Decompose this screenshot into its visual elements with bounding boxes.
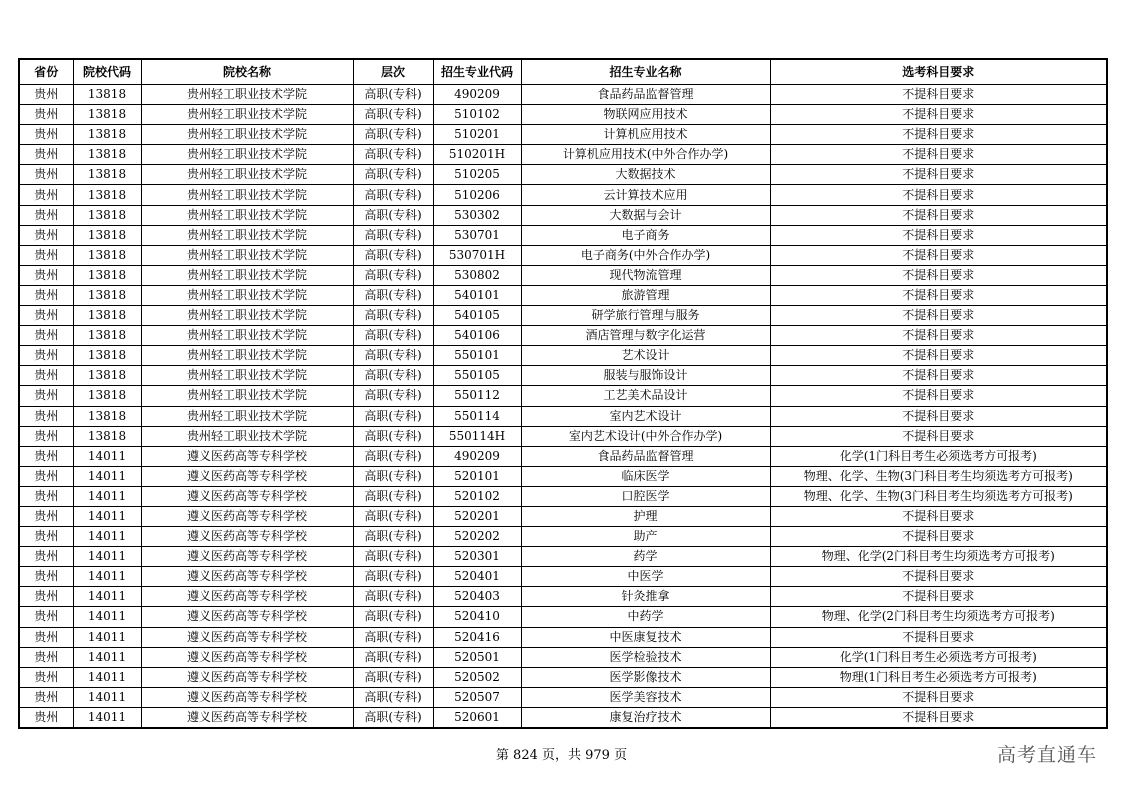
table-row	[19, 245, 1107, 265]
table-cell: 康复治疗技术	[521, 707, 770, 728]
table-cell: 高职(专科)	[353, 205, 433, 225]
table-cell: 550114H	[433, 426, 521, 446]
table-cell: 520502	[433, 667, 521, 687]
table-cell: 490209	[433, 85, 521, 105]
table-cell: 14011	[73, 687, 141, 707]
table-cell: 大数据技术	[521, 165, 770, 185]
table-cell: 490209	[433, 446, 521, 466]
table-cell: 不提科目要求	[770, 346, 1107, 366]
table-cell: 大数据与会计	[521, 205, 770, 225]
table-cell: 540101	[433, 285, 521, 305]
table-cell: 不提科目要求	[770, 366, 1107, 386]
column-header: 院校代码	[73, 59, 141, 85]
table-cell: 贵州	[19, 567, 73, 587]
table-cell: 高职(专科)	[353, 346, 433, 366]
table-cell: 高职(专科)	[353, 687, 433, 707]
table-cell: 高职(专科)	[353, 486, 433, 506]
table-cell: 贵州	[19, 105, 73, 125]
table-row	[19, 105, 1107, 125]
table-cell: 遵义医药高等专科学校	[141, 607, 353, 627]
table-cell: 食品药品监督管理	[521, 85, 770, 105]
table-cell: 不提科目要求	[770, 185, 1107, 205]
table-cell: 530802	[433, 265, 521, 285]
table-cell: 贵州	[19, 587, 73, 607]
table-row	[19, 185, 1107, 205]
table-cell: 不提科目要求	[770, 285, 1107, 305]
table-row	[19, 326, 1107, 346]
table-cell: 550105	[433, 366, 521, 386]
table-cell: 室内艺术设计(中外合作办学)	[521, 426, 770, 446]
table-cell: 520401	[433, 567, 521, 587]
table-cell: 13818	[73, 306, 141, 326]
table-cell: 贵州轻工职业技术学院	[141, 386, 353, 406]
table-cell: 遵义医药高等专科学校	[141, 647, 353, 667]
table-cell: 物理、化学(2门科目考生均须选考方可报考)	[770, 547, 1107, 567]
table-row	[19, 667, 1107, 687]
table-cell: 遵义医药高等专科学校	[141, 627, 353, 647]
table-cell: 14011	[73, 607, 141, 627]
table-cell: 贵州	[19, 145, 73, 165]
table-cell: 14011	[73, 627, 141, 647]
table-cell: 高职(专科)	[353, 306, 433, 326]
table-cell: 高职(专科)	[353, 245, 433, 265]
table-row	[19, 406, 1107, 426]
table-cell: 14011	[73, 466, 141, 486]
table-cell: 中药学	[521, 607, 770, 627]
table-cell: 高职(专科)	[353, 366, 433, 386]
table-row	[19, 285, 1107, 305]
table-cell: 高职(专科)	[353, 285, 433, 305]
table-cell: 医学影像技术	[521, 667, 770, 687]
table-cell: 14011	[73, 486, 141, 506]
table-row	[19, 506, 1107, 526]
column-header: 选考科目要求	[770, 59, 1107, 85]
table-cell: 遵义医药高等专科学校	[141, 527, 353, 547]
table-row	[19, 587, 1107, 607]
table-cell: 高职(专科)	[353, 165, 433, 185]
table-cell: 13818	[73, 225, 141, 245]
table-cell: 不提科目要求	[770, 527, 1107, 547]
table-cell: 520201	[433, 506, 521, 526]
table-cell: 物理(1门科目考生必须选考方可报考)	[770, 667, 1107, 687]
table-cell: 贵州轻工职业技术学院	[141, 285, 353, 305]
table-cell: 550114	[433, 406, 521, 426]
table-cell: 510206	[433, 185, 521, 205]
table-cell: 遵义医药高等专科学校	[141, 707, 353, 728]
table-cell: 贵州轻工职业技术学院	[141, 185, 353, 205]
table-cell: 药学	[521, 547, 770, 567]
table-cell: 贵州轻工职业技术学院	[141, 326, 353, 346]
table-cell: 遵义医药高等专科学校	[141, 466, 353, 486]
table-cell: 贵州	[19, 285, 73, 305]
table-cell: 不提科目要求	[770, 326, 1107, 346]
table-cell: 贵州	[19, 205, 73, 225]
column-header: 招生专业代码	[433, 59, 521, 85]
table-cell: 不提科目要求	[770, 587, 1107, 607]
table-row	[19, 547, 1107, 567]
table-cell: 不提科目要求	[770, 567, 1107, 587]
table-cell: 540105	[433, 306, 521, 326]
table-row	[19, 85, 1107, 105]
table-row	[19, 687, 1107, 707]
table-cell: 高职(专科)	[353, 85, 433, 105]
table-cell: 不提科目要求	[770, 145, 1107, 165]
table-cell: 贵州	[19, 245, 73, 265]
table-row	[19, 386, 1107, 406]
table-cell: 530302	[433, 205, 521, 225]
table-cell: 贵州	[19, 125, 73, 145]
column-header: 招生专业名称	[521, 59, 770, 85]
table-cell: 口腔医学	[521, 486, 770, 506]
table-cell: 13818	[73, 125, 141, 145]
table-cell: 物理、化学、生物(3门科目考生均须选考方可报考)	[770, 486, 1107, 506]
table-cell: 高职(专科)	[353, 567, 433, 587]
table-cell: 助产	[521, 527, 770, 547]
table-row	[19, 125, 1107, 145]
table-cell: 贵州轻工职业技术学院	[141, 85, 353, 105]
table-cell: 高职(专科)	[353, 506, 433, 526]
table-cell: 不提科目要求	[770, 125, 1107, 145]
table-cell: 不提科目要求	[770, 85, 1107, 105]
table-cell: 贵州	[19, 85, 73, 105]
table-cell: 高职(专科)	[353, 647, 433, 667]
table-cell: 中医学	[521, 567, 770, 587]
table-cell: 510201	[433, 125, 521, 145]
table-cell: 贵州	[19, 426, 73, 446]
table-cell: 贵州轻工职业技术学院	[141, 225, 353, 245]
table-cell: 贵州	[19, 527, 73, 547]
table-cell: 13818	[73, 85, 141, 105]
table-cell: 贵州轻工职业技术学院	[141, 245, 353, 265]
table-cell: 520403	[433, 587, 521, 607]
table-cell: 520410	[433, 607, 521, 627]
table-cell: 电子商务	[521, 225, 770, 245]
table-cell: 13818	[73, 366, 141, 386]
document-page	[18, 58, 1106, 729]
table-cell: 不提科目要求	[770, 165, 1107, 185]
table-cell: 550101	[433, 346, 521, 366]
table-row	[19, 446, 1107, 466]
table-cell: 化学(1门科目考生必须选考方可报考)	[770, 647, 1107, 667]
table-cell: 针灸推拿	[521, 587, 770, 607]
table-cell: 14011	[73, 707, 141, 728]
table-cell: 520102	[433, 486, 521, 506]
page-number: 第 824 页，共 979 页	[495, 748, 628, 763]
table-cell: 食品药品监督管理	[521, 446, 770, 466]
table-cell: 高职(专科)	[353, 587, 433, 607]
table-cell: 13818	[73, 205, 141, 225]
table-cell: 13818	[73, 245, 141, 265]
table-header-row	[19, 59, 1107, 85]
table-row	[19, 567, 1107, 587]
table-cell: 510201H	[433, 145, 521, 165]
table-cell: 中医康复技术	[521, 627, 770, 647]
table-cell: 贵州	[19, 406, 73, 426]
table-cell: 计算机应用技术	[521, 125, 770, 145]
table-cell: 研学旅行管理与服务	[521, 306, 770, 326]
table-cell: 13818	[73, 105, 141, 125]
table-cell: 520601	[433, 707, 521, 728]
table-cell: 旅游管理	[521, 285, 770, 305]
table-cell: 14011	[73, 567, 141, 587]
table-cell: 贵州	[19, 506, 73, 526]
table-cell: 贵州	[19, 225, 73, 245]
table-cell: 高职(专科)	[353, 667, 433, 687]
table-cell: 不提科目要求	[770, 105, 1107, 125]
table-cell: 13818	[73, 386, 141, 406]
table-cell: 520501	[433, 647, 521, 667]
column-header: 层次	[353, 59, 433, 85]
table-cell: 贵州	[19, 647, 73, 667]
table-cell: 高职(专科)	[353, 607, 433, 627]
table-cell: 服装与服饰设计	[521, 366, 770, 386]
table-cell: 医学美容技术	[521, 687, 770, 707]
table-cell: 14011	[73, 547, 141, 567]
table-cell: 计算机应用技术(中外合作办学)	[521, 145, 770, 165]
table-cell: 14011	[73, 587, 141, 607]
table-cell: 高职(专科)	[353, 185, 433, 205]
table-cell: 遵义医药高等专科学校	[141, 687, 353, 707]
table-cell: 酒店管理与数字化运营	[521, 326, 770, 346]
table-cell: 艺术设计	[521, 346, 770, 366]
table-cell: 高职(专科)	[353, 145, 433, 165]
table-cell: 高职(专科)	[353, 265, 433, 285]
table-row	[19, 165, 1107, 185]
table-cell: 高职(专科)	[353, 225, 433, 245]
table-cell: 贵州轻工职业技术学院	[141, 165, 353, 185]
table-cell: 护理	[521, 506, 770, 526]
table-cell: 贵州	[19, 547, 73, 567]
table-cell: 贵州	[19, 185, 73, 205]
table-cell: 13818	[73, 285, 141, 305]
table-cell: 13818	[73, 165, 141, 185]
table-row	[19, 426, 1107, 446]
table-cell: 不提科目要求	[770, 506, 1107, 526]
table-cell: 不提科目要求	[770, 245, 1107, 265]
table-row	[19, 205, 1107, 225]
table-cell: 贵州轻工职业技术学院	[141, 125, 353, 145]
column-header: 省份	[19, 59, 73, 85]
table-cell: 13818	[73, 326, 141, 346]
table-cell: 高职(专科)	[353, 326, 433, 346]
table-row	[19, 366, 1107, 386]
table-cell: 不提科目要求	[770, 265, 1107, 285]
table-cell: 不提科目要求	[770, 707, 1107, 728]
table-cell: 物联网应用技术	[521, 105, 770, 125]
table-cell: 不提科目要求	[770, 386, 1107, 406]
table-cell: 遵义医药高等专科学校	[141, 567, 353, 587]
table-cell: 贵州	[19, 165, 73, 185]
table-cell: 13818	[73, 265, 141, 285]
table-cell: 贵州	[19, 366, 73, 386]
table-cell: 不提科目要求	[770, 426, 1107, 446]
table-row	[19, 647, 1107, 667]
table-cell: 贵州轻工职业技术学院	[141, 265, 353, 285]
table-cell: 不提科目要求	[770, 225, 1107, 245]
table-cell: 贵州轻工职业技术学院	[141, 406, 353, 426]
table-row	[19, 225, 1107, 245]
table-cell: 贵州轻工职业技术学院	[141, 105, 353, 125]
table-cell: 不提科目要求	[770, 306, 1107, 326]
table-cell: 13818	[73, 145, 141, 165]
table-row	[19, 306, 1107, 326]
table-cell: 高职(专科)	[353, 527, 433, 547]
table-cell: 540106	[433, 326, 521, 346]
table-cell: 室内艺术设计	[521, 406, 770, 426]
table-cell: 13818	[73, 426, 141, 446]
table-row	[19, 527, 1107, 547]
table-cell: 贵州	[19, 687, 73, 707]
table-cell: 高职(专科)	[353, 406, 433, 426]
table-cell: 不提科目要求	[770, 627, 1107, 647]
table-cell: 遵义医药高等专科学校	[141, 446, 353, 466]
table-cell: 贵州	[19, 627, 73, 647]
table-cell: 贵州	[19, 707, 73, 728]
table-body	[19, 85, 1107, 729]
table-cell: 贵州轻工职业技术学院	[141, 426, 353, 446]
table-cell: 高职(专科)	[353, 386, 433, 406]
table-cell: 13818	[73, 346, 141, 366]
table-row	[19, 346, 1107, 366]
table-cell: 贵州	[19, 265, 73, 285]
table-cell: 13818	[73, 406, 141, 426]
table-cell: 不提科目要求	[770, 406, 1107, 426]
table-cell: 电子商务(中外合作办学)	[521, 245, 770, 265]
table-row	[19, 486, 1107, 506]
table-cell: 临床医学	[521, 466, 770, 486]
table-cell: 高职(专科)	[353, 105, 433, 125]
table-row	[19, 607, 1107, 627]
table-cell: 云计算技术应用	[521, 185, 770, 205]
table-cell: 贵州	[19, 306, 73, 326]
table-cell: 520416	[433, 627, 521, 647]
table-cell: 14011	[73, 506, 141, 526]
table-cell: 14011	[73, 647, 141, 667]
table-cell: 现代物流管理	[521, 265, 770, 285]
table-cell: 510102	[433, 105, 521, 125]
table-cell: 13818	[73, 185, 141, 205]
table-cell: 贵州	[19, 466, 73, 486]
table-cell: 贵州	[19, 667, 73, 687]
table-cell: 贵州	[19, 386, 73, 406]
table-cell: 遵义医药高等专科学校	[141, 486, 353, 506]
table-cell: 医学检验技术	[521, 647, 770, 667]
table-cell: 化学(1门科目考生必须选考方可报考)	[770, 446, 1107, 466]
table-cell: 贵州	[19, 326, 73, 346]
table-cell: 高职(专科)	[353, 446, 433, 466]
table-cell: 520202	[433, 527, 521, 547]
table-cell: 520507	[433, 687, 521, 707]
table-cell: 遵义医药高等专科学校	[141, 506, 353, 526]
table-cell: 贵州轻工职业技术学院	[141, 366, 353, 386]
table-cell: 工艺美术品设计	[521, 386, 770, 406]
table-cell: 贵州	[19, 446, 73, 466]
table-cell: 贵州	[19, 486, 73, 506]
table-cell: 贵州轻工职业技术学院	[141, 205, 353, 225]
table-cell: 物理、化学、生物(3门科目考生均须选考方可报考)	[770, 466, 1107, 486]
table-cell: 高职(专科)	[353, 426, 433, 446]
table-row	[19, 466, 1107, 486]
admission-table	[18, 58, 1108, 729]
table-row	[19, 627, 1107, 647]
table-cell: 贵州	[19, 346, 73, 366]
table-cell: 遵义医药高等专科学校	[141, 587, 353, 607]
table-cell: 530701H	[433, 245, 521, 265]
watermark-text: 高考直通车	[996, 744, 1097, 766]
table-cell: 530701	[433, 225, 521, 245]
table-cell: 物理、化学(2门科目考生均须选考方可报考)	[770, 607, 1107, 627]
column-header: 院校名称	[141, 59, 353, 85]
table-cell: 贵州轻工职业技术学院	[141, 306, 353, 326]
table-cell: 贵州轻工职业技术学院	[141, 145, 353, 165]
table-row	[19, 265, 1107, 285]
table-cell: 遵义医药高等专科学校	[141, 547, 353, 567]
table-cell: 510205	[433, 165, 521, 185]
table-cell: 遵义医药高等专科学校	[141, 667, 353, 687]
table-cell: 高职(专科)	[353, 707, 433, 728]
table-cell: 不提科目要求	[770, 687, 1107, 707]
table-cell: 520101	[433, 466, 521, 486]
table-cell: 高职(专科)	[353, 627, 433, 647]
table-cell: 14011	[73, 667, 141, 687]
table-cell: 贵州	[19, 607, 73, 627]
table-cell: 不提科目要求	[770, 205, 1107, 225]
table-cell: 14011	[73, 446, 141, 466]
table-cell: 高职(专科)	[353, 466, 433, 486]
table-cell: 14011	[73, 527, 141, 547]
table-row	[19, 145, 1107, 165]
table-cell: 高职(专科)	[353, 547, 433, 567]
table-row	[19, 707, 1107, 728]
table-cell: 贵州轻工职业技术学院	[141, 346, 353, 366]
table-cell: 520301	[433, 547, 521, 567]
table-cell: 550112	[433, 386, 521, 406]
table-cell: 高职(专科)	[353, 125, 433, 145]
